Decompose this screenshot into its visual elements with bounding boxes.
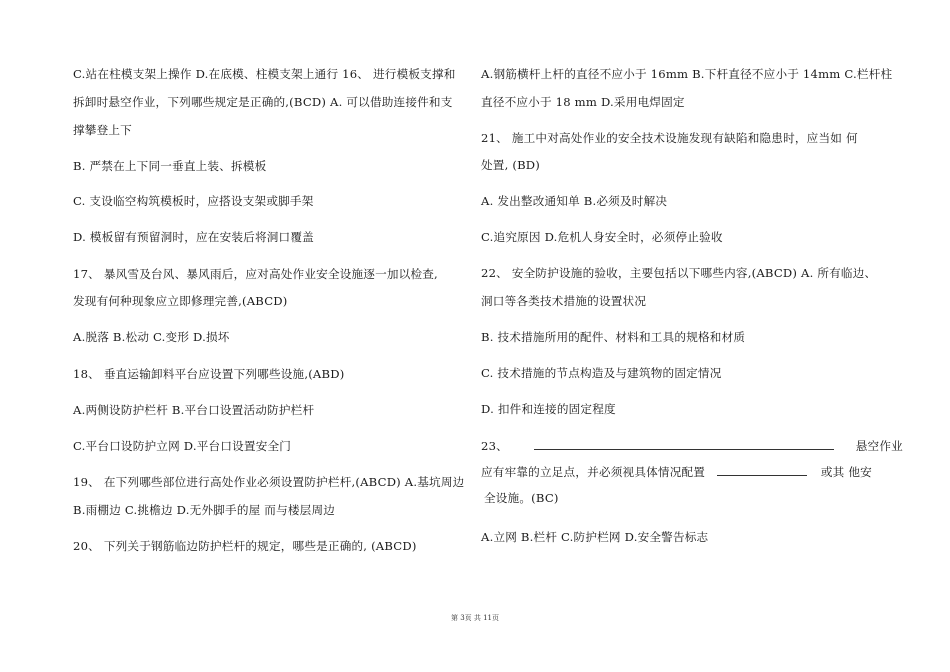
answer-blank-1 [534,437,834,450]
q18-options-cd: C.平台口设防护立网 D.平台口设置安全门 [73,439,292,453]
q23-line-2 [481,463,872,480]
q20-line-1: 20、 下列关于钢筋临边防护栏杆的规定，哪些是正确的, (ABCD) [73,539,417,553]
q22-option-c: C. 技术措施的节点构造及与建筑物的固定情况 [481,366,722,380]
page-number: 第 3页 共 11页 [450,614,500,622]
q16-option-d: D. 模板留有预留洞时，应在安装后将洞口覆盖 [73,230,314,244]
q23-number: 23、 [481,439,508,453]
q23-line-2-tail: 或其 他安 [820,465,872,479]
q16-option-c: C. 支设临空构筑模板时，应搭设支架或脚手架 [73,194,314,208]
q21-options-cd: C.追究原因 D.危机人身安全时，必须停止验收 [481,230,723,244]
q17-line-2: 发现有何种现象应立即修理完善,(ABCD) [73,294,288,308]
q16-line-1: C.站在柱模支架上操作 D.在底模、柱模支架上通行 16、 进行模板支撑和 [73,67,456,81]
q23-line-1 [481,437,903,454]
q23-line-3: 全设施。(BC) [484,491,559,505]
q18-options-ab: A.两侧设防护栏杆 B.平台口设置活动防护栏杆 [73,403,315,417]
q17-line-1: 17、 暴风雪及台风、暴风雨后，应对高处作业安全设施逐一加以检查, [73,267,438,281]
q21-line-2: 处置, (BD) [481,158,541,172]
q21-options-ab: A. 发出整改通知单 B.必须及时解决 [481,194,668,208]
q23-suffix: 悬空作业 [855,439,903,453]
q16-line-3: 撑攀登上下 [73,123,132,137]
q22-line-1: 22、 安全防护设施的验收，主要包括以下哪些内容,(ABCD) A. 所有临边、 [481,266,877,280]
q19-line-2: B.雨棚边 C.挑檐边 D.无外脚手的屋 而与楼层周边 [73,503,336,517]
q23-options: A.立网 B.栏杆 C.防护栏网 D.安全警告标志 [481,530,709,544]
q23-line-2-text: 应有牢靠的立足点，并必须视具体情况配置 [481,465,706,479]
q17-options: A.脱落 B.松动 C.变形 D.损坏 [73,330,230,344]
q19-line-1: 19、 在下列哪些部位进行高处作业必须设置防护栏杆,(ABCD) A.基坑周边 [73,475,465,489]
q16-line-2: 拆卸时悬空作业，下列哪些规定是正确的,(BCD) A. 可以借助连接件和支 [73,95,453,109]
q22-option-b: B. 技术措施所用的配件、材料和工具的规格和材质 [481,330,746,344]
q20-line-3: 直径不应小于 18 mm D.采用电焊固定 [481,95,685,109]
q20-line-2: A.钢筋横杆上杆的直径不应小于 16mm B.下杆直径不应小于 14mm C.栏杆柱 [481,67,893,81]
q22-line-2: 洞口等各类技术措施的设置状况 [481,294,647,308]
q16-option-b: B. 严禁在上下同一垂直上装、拆模板 [73,159,267,173]
q22-option-d: D. 扣件和连接的固定程度 [481,402,616,416]
q18-question: 18、 垂直运输卸料平台应设置下列哪些设施,(ABD) [73,367,345,381]
answer-blank-2 [717,463,807,476]
q21-line-1: 21、 施工中对高处作业的安全技术设施发现有缺陷和隐患时，应当如 何 [481,131,858,145]
